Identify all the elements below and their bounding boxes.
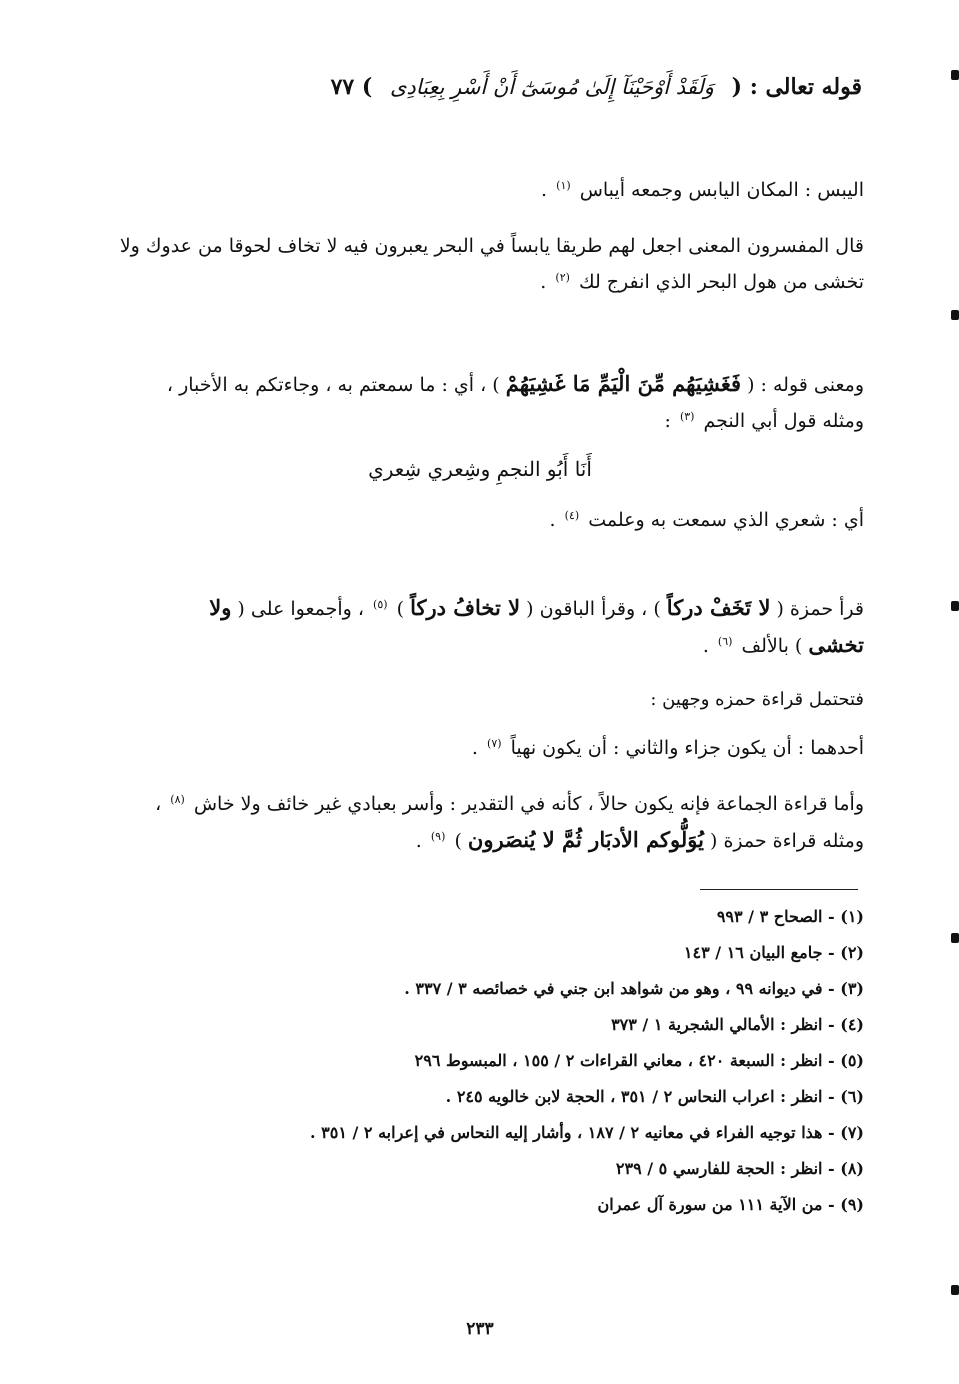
quran-quote-1: فَغَشِيَهُم مِّنَ الْيَمِّ مَا غَشِيَهُمْ — [505, 371, 742, 396]
binding-hole-mark — [951, 1285, 959, 1295]
quran-word-takhsha: تخشى — [808, 632, 864, 657]
paragraph-5-d: ، وأجمعوا على ( — [237, 598, 364, 620]
paragraph-5-b: ) ، وقرأ الباقون ( — [526, 598, 661, 620]
paragraph-1-text: اليبس : المكان اليابس وجمعه أيباس — [579, 179, 864, 201]
paragraph-2 — [75, 228, 864, 300]
binding-hole-mark — [951, 933, 959, 943]
paragraph-7-end: . — [471, 737, 478, 759]
paragraph-8 — [75, 786, 864, 859]
footnote-1: (١) - الصحاح ٣ / ٩٩٣ — [716, 907, 864, 926]
paragraph-1-end: . — [541, 179, 548, 201]
paragraph-3-line-1 — [75, 366, 864, 403]
heading-label: قوله تعالى : ( — [731, 74, 862, 100]
quran-quote-2: يُوَلُّوكم الأدبَار ثُمَّ لا يُنصَرون — [467, 827, 704, 852]
paragraph-2-line-2 — [75, 264, 864, 300]
paragraph-5-line-2 — [75, 627, 864, 664]
footnote-ref-5: (٥) — [373, 597, 388, 611]
paragraph-3-end: : — [664, 410, 671, 432]
paragraph-8-end: . — [415, 830, 422, 852]
binding-hole-mark — [951, 70, 959, 80]
paragraph-3-rest: ) ، أي : ما سمعتم به ، وجاءتكم به الأخبار ، — [166, 374, 500, 396]
paragraph-5-line-1 — [75, 590, 864, 627]
paragraph-3-line-2-text: ومثله قول أبي النجم — [703, 410, 864, 432]
page-number: ٢٣٣ — [466, 1319, 494, 1339]
quran-reading-hamza: لا تَخَفْ دركاً — [666, 595, 771, 620]
paragraph-3-intro: ومعنى قوله : ( — [747, 374, 864, 396]
footnote-ref-9: (٩) — [430, 829, 446, 843]
paragraph-7 — [75, 730, 864, 766]
quran-word-wala: ولا — [209, 595, 232, 620]
footnote-ref-2: (٢) — [555, 270, 570, 284]
paragraph-2-end: . — [540, 271, 547, 293]
paragraph-2-line-1: قال المفسرون المعنى اجعل لهم طريقا يابساً في البحر يعبرون فيه لا تخاف لحوقا من عدوك ولا — [119, 235, 864, 257]
footnote-6: (٦) - انظر : اعراب النحاس ٢ / ٣٥١ ، الحجة لابن خالويه ٢٤٥ . — [445, 1087, 864, 1106]
heading-verse-number: ٧٧ — [330, 74, 355, 100]
footnote-ref-3: (٣) — [679, 409, 695, 423]
footnote-ref-4: (٤) — [564, 508, 580, 522]
footnote-3: (٣) - في ديوانه ٩٩ ، وهو من شواهد ابن جني في خصائصه ٣ / ٣٣٧ . — [404, 979, 864, 998]
paragraph-5-end: . — [702, 635, 709, 657]
paragraph-8-line-2 — [75, 822, 864, 859]
heading-close: ) — [361, 74, 373, 100]
paragraph-4-end: . — [549, 509, 556, 531]
paragraph-3 — [75, 366, 864, 439]
footnote-8: (٨) - انظر : الحجة للفارسي ٥ / ٢٣٩ — [615, 1159, 864, 1178]
paragraph-8-comma: ، — [155, 793, 162, 815]
paragraph-7-text: أحدهما : أن يكون جزاء والثاني : أن يكون نهياً — [510, 737, 864, 759]
footnote-ref-7: (٧) — [487, 736, 502, 750]
paragraph-5-a: قرأ حمزة ( — [776, 598, 864, 620]
footnote-ref-8: (٨) — [170, 792, 185, 806]
paragraph-8-line-1 — [75, 786, 864, 822]
paragraph-8-line-2a: ومثله قراءة حمزة ( — [710, 830, 864, 852]
footnote-separator — [700, 889, 858, 890]
binding-hole-mark — [951, 601, 959, 611]
footnote-7: (٧) - هذا توجيه الفراء في معانيه ٢ / ١٨٧ ، وأشار إليه النحاس في إعرابه ٢ / ٣٥١ . — [310, 1123, 864, 1142]
footnote-2: (٢) - جامع البيان ١٦ / ١٤٣ — [683, 943, 864, 962]
paragraph-6: فتحتمل قراءة حمزه وجهين : — [650, 689, 864, 710]
footnote-4: (٤) - انظر : الأمالي الشجرية ١ / ٣٧٣ — [611, 1015, 864, 1034]
footnote-5: (٥) - انظر : السبعة ٤٢٠ ، معاني القراءات ٢ / ١٥٥ ، المبسوط ٢٩٦ — [414, 1051, 864, 1070]
quran-reading-others: لا تخافُ دركاً — [410, 595, 521, 620]
footnote-ref-6: (٦) — [717, 634, 733, 648]
paragraph-1 — [75, 172, 864, 208]
paragraph-8-line-2b: ) — [454, 830, 462, 852]
paragraph-4 — [75, 502, 864, 538]
heading-ayah: وَلَقَدْ أَوْحَيْنَآ إِلَىٰ مُوسَىٰٓ أَنْ أَسْرِ بِعِبَادِى — [389, 75, 714, 99]
footnote-ref-1: (١) — [556, 178, 571, 192]
binding-hole-mark — [951, 310, 959, 320]
poetry-verse: أَنَا أَبُو النجمِ وشِعري شِعري — [368, 457, 592, 481]
paragraph-5-c: ) — [396, 598, 405, 620]
footnote-9: (٩) - من الآية ١١١ من سورة آل عمران — [597, 1195, 864, 1214]
paragraph-3-line-2 — [75, 403, 864, 439]
paragraph-4-text: أي : شعري الذي سمعت به وعلمت — [588, 509, 864, 531]
paragraph-8-line-1-text: وأما قراءة الجماعة فإنه يكون حالاً ، كأنه في التقدير : وأسر بعبادي غير خائف ولا خاش — [193, 793, 864, 815]
paragraph-2-line-2-text: تخشى من هول البحر الذي انفرج لك — [578, 271, 864, 293]
paragraph-5-e: ) بالألف — [741, 635, 803, 657]
section-heading — [331, 74, 862, 100]
paragraph-5 — [75, 590, 864, 664]
